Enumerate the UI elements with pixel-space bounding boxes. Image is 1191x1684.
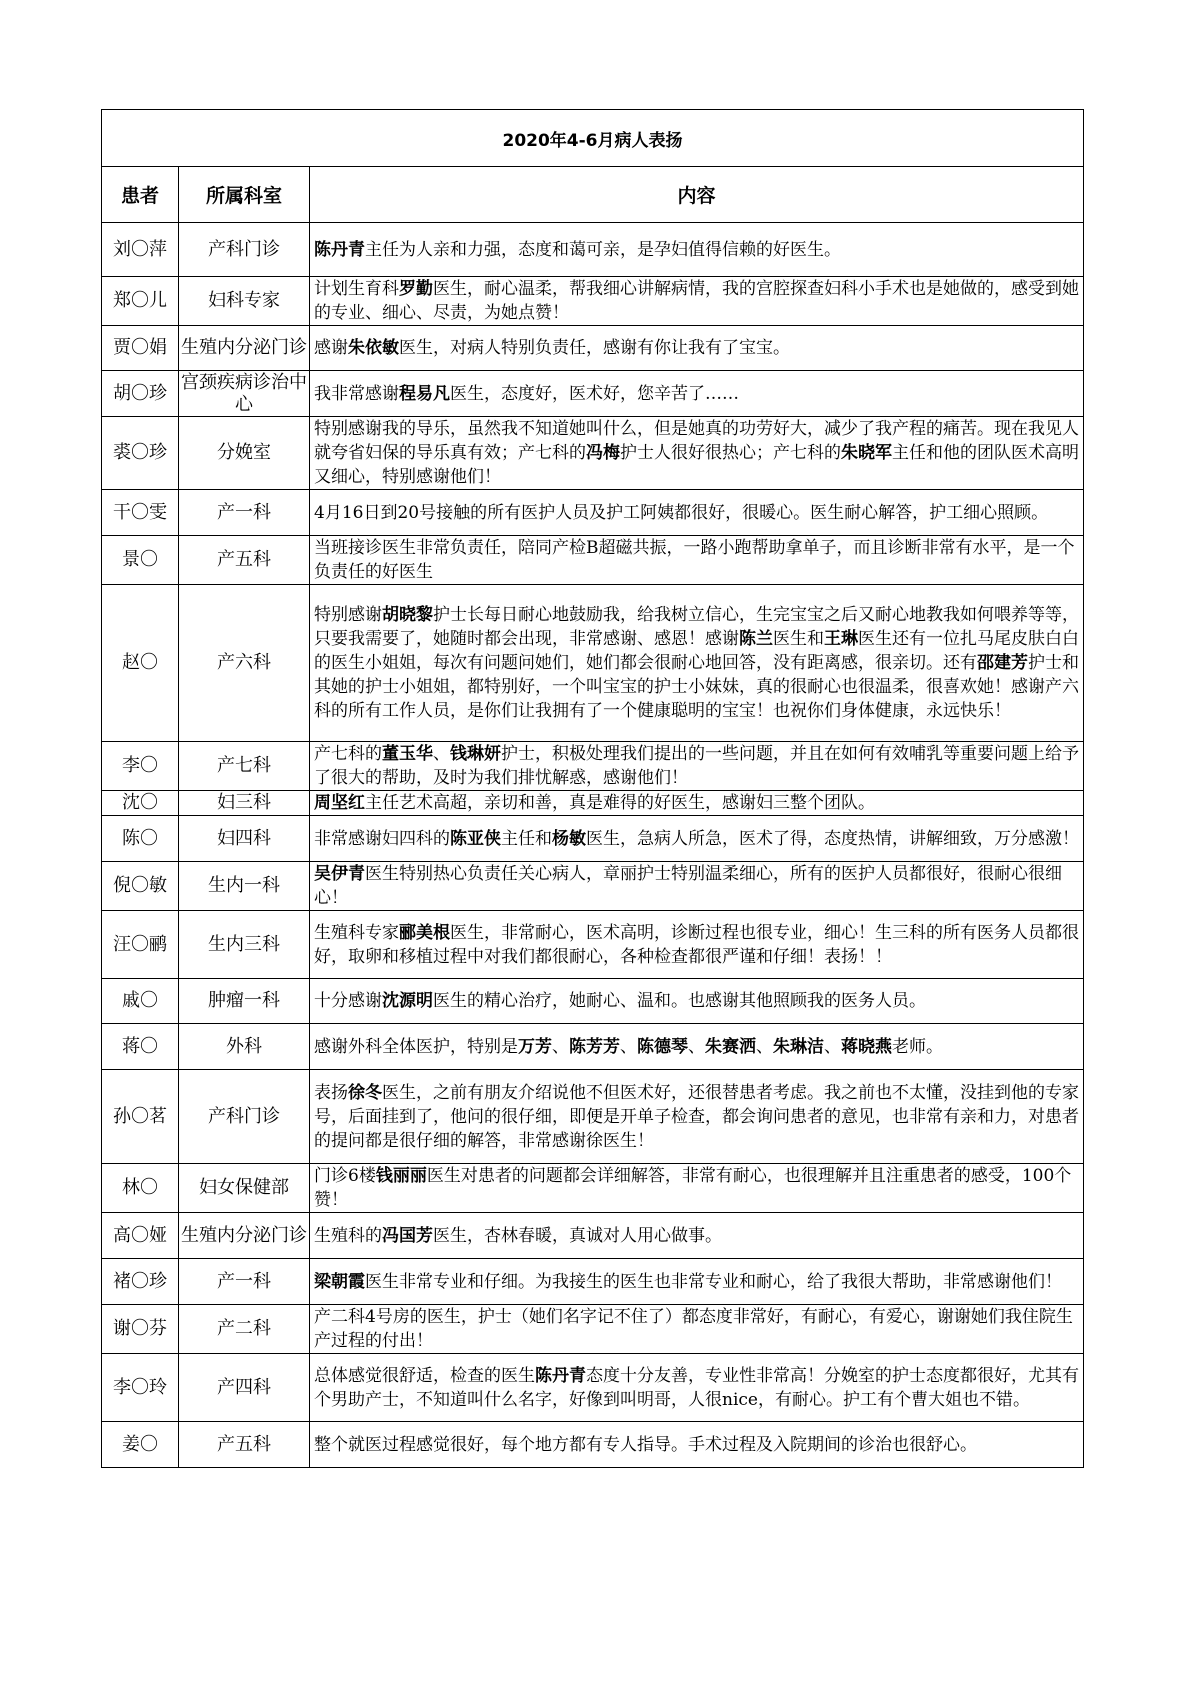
content-text: 医生，态度好，医术好，您辛苦了……	[450, 383, 739, 404]
staff-name: 罗勤	[399, 279, 433, 299]
table-row	[102, 1354, 1084, 1422]
staff-name: 陈兰	[739, 629, 773, 649]
dept-cell: 外科	[179, 1024, 310, 1070]
content-cell	[310, 326, 1084, 371]
dept-cell: 产四科	[179, 1354, 310, 1422]
patient-cell: 蒋〇	[102, 1024, 179, 1070]
content-text: 护士，积极处理我们提出的一些问题，并且在如何有效哺乳等重要问题上给予了很大的帮助，及时为我们排忧解惑，感谢他们！	[314, 744, 1079, 788]
staff-name: 王琳	[824, 629, 858, 649]
staff-name: 程易凡	[399, 383, 450, 404]
staff-name: 沈源明	[382, 991, 433, 1011]
content-text: 护士和其她的护士小姐姐，都特别好，一个叫宝宝的护士小妹妹，真的很耐心也很温柔，很喜欢她！感谢产六科的所有工作人员，是你们让我拥有了一个健康聪明的宝宝！也祝你们身体健康，永远快乐！	[314, 653, 1079, 721]
content-cell	[310, 585, 1084, 742]
table-row	[102, 911, 1084, 979]
staff-name: 胡晓黎	[382, 605, 433, 625]
content-text: 4月16日到20号接触的所有医护人员及护工阿姨都很好，很暖心。医生耐心解答，护工细心照顾。	[314, 502, 1049, 523]
staff-name: 徐冬	[348, 1082, 382, 1103]
content-text: 感谢	[314, 338, 348, 358]
patient-cell: 戚〇	[102, 979, 179, 1024]
content-text: 主任和他的团队医术高明又细心，特别感谢他们！	[314, 443, 1079, 487]
dept-cell: 产二科	[179, 1305, 310, 1354]
dept-cell: 生内三科	[179, 911, 310, 979]
content-cell	[310, 1024, 1084, 1070]
patient-cell: 李〇	[102, 742, 179, 791]
content-cell	[310, 371, 1084, 417]
content-text: 态度十分友善，专业性非常高！分娩室的护士态度都很好，尤其有个男助产士，不知道叫什么名字，好像到叫明哥，人很nice，有耐心。护工有个曹大姐也不错。	[314, 1365, 1079, 1410]
table-title: 2020年4-6月病人表扬	[102, 110, 1084, 167]
content-cell	[310, 1259, 1084, 1305]
patient-cell: 刘〇萍	[102, 223, 179, 277]
dept-cell: 肿瘤一科	[179, 979, 310, 1024]
dept-cell: 生殖内分泌门诊	[179, 1213, 310, 1259]
staff-name: 周坚红	[314, 793, 365, 813]
dept-cell: 产一科	[179, 490, 310, 536]
title-row	[102, 110, 1084, 167]
content-cell	[310, 742, 1084, 791]
patient-cell: 景〇	[102, 536, 179, 585]
content-text: 医生，非常耐心，医术高明，诊断过程也很专业，细心！生三科的所有医务人员都很好，取卵和移植过程中对我们都很耐心，各种检查都很严谨和仔细！表扬！！	[314, 922, 1079, 967]
dept-cell: 产一科	[179, 1259, 310, 1305]
content-text: 医生对患者的问题都会详细解答，非常有耐心，也很理解并且注重患者的感受，100个赞！	[314, 1166, 1072, 1210]
content-text: 我非常感谢	[314, 383, 399, 404]
dept-cell: 产科门诊	[179, 1070, 310, 1164]
table-row	[102, 1259, 1084, 1305]
table-row	[102, 1422, 1084, 1468]
staff-name: 陈丹青	[314, 239, 365, 260]
content-cell	[310, 816, 1084, 862]
content-cell	[310, 1213, 1084, 1259]
content-cell	[310, 277, 1084, 326]
content-text: 整个就医过程感觉很好，每个地方都有专人指导。手术过程及入院期间的诊治也很舒心。	[314, 1434, 977, 1455]
table-row	[102, 1213, 1084, 1259]
content-cell	[310, 223, 1084, 277]
header-patient: 患者	[102, 167, 179, 223]
dept-cell: 分娩室	[179, 417, 310, 490]
dept-cell: 产七科	[179, 742, 310, 791]
content-cell	[310, 911, 1084, 979]
dept-cell: 生殖内分泌门诊	[179, 326, 310, 371]
content-text: 生殖科的	[314, 1225, 382, 1246]
staff-name: 董玉华	[382, 744, 433, 764]
header-dept: 所属科室	[179, 167, 310, 223]
table-row	[102, 979, 1084, 1024]
staff-name: 朱依敏	[348, 338, 399, 358]
dept-cell: 生内一科	[179, 862, 310, 911]
content-text: 、	[688, 1036, 705, 1057]
staff-name: 蒋晓燕	[841, 1036, 892, 1057]
dept-cell: 宫颈疾病诊治中心	[179, 371, 310, 417]
dept-cell: 妇四科	[179, 816, 310, 862]
content-text: 、	[620, 1036, 637, 1057]
content-cell	[310, 791, 1084, 816]
patient-cell: 谢〇芬	[102, 1305, 179, 1354]
patient-cell: 高〇娅	[102, 1213, 179, 1259]
patient-cell: 褚〇珍	[102, 1259, 179, 1305]
content-text: 主任艺术高超，亲切和善，真是难得的好医生，感谢妇三整个团队。	[365, 793, 875, 813]
dept-cell: 妇三科	[179, 791, 310, 816]
content-text: 十分感谢	[314, 991, 382, 1011]
content-text: 、	[433, 744, 450, 764]
content-cell	[310, 536, 1084, 585]
content-text: 计划生育科	[314, 279, 399, 299]
table-row	[102, 791, 1084, 816]
table-row	[102, 371, 1084, 417]
table-row	[102, 1070, 1084, 1164]
content-text: 当班接诊医生非常负责任，陪同产检B超磁共振，一路小跑帮助拿单子，而且诊断非常有水平，是一个负责任的好医生	[314, 538, 1075, 582]
header-content: 内容	[310, 167, 1084, 223]
header-row	[102, 167, 1084, 223]
patient-cell: 赵〇	[102, 585, 179, 742]
content-text: 主任和	[501, 828, 552, 849]
content-text: 医生，耐心温柔，帮我细心讲解病情，我的宫腔探查妇科小手术也是她做的，感受到她的专业、细心、尽责，为她点赞！	[314, 279, 1079, 323]
staff-name: 冯国芳	[382, 1225, 433, 1246]
content-text: 医生和	[773, 629, 824, 649]
content-text: 、	[756, 1036, 773, 1057]
staff-name: 陈亚侠	[450, 828, 501, 849]
content-text: 护士长每日耐心地鼓励我，给我树立信心，生完宝宝之后又耐心地教我如何喂养等等，只要我需要了，她随时都会出现，非常感谢、感恩！感谢	[314, 605, 1079, 649]
content-text: 特别感谢	[314, 605, 382, 625]
dept-cell: 妇女保健部	[179, 1164, 310, 1213]
dept-cell: 产科门诊	[179, 223, 310, 277]
content-text: 生殖科专家	[314, 922, 399, 943]
staff-name: 陈德琴	[637, 1036, 688, 1057]
table-row	[102, 223, 1084, 277]
content-text: 医生的精心治疗，她耐心、温和。也感谢其他照顾我的医务人员。	[433, 991, 926, 1011]
staff-name: 陈芳芳	[569, 1036, 620, 1057]
table-row	[102, 417, 1084, 490]
staff-name: 朱晓军	[841, 443, 892, 463]
content-cell	[310, 1070, 1084, 1164]
content-text: 护士人很好很热心；产七科的	[620, 443, 841, 463]
patient-cell: 裘〇珍	[102, 417, 179, 490]
table-row	[102, 326, 1084, 371]
dept-cell: 产六科	[179, 585, 310, 742]
table-row	[102, 862, 1084, 911]
table-row	[102, 490, 1084, 536]
content-text: 感谢外科全体医护，特别是	[314, 1036, 518, 1057]
table-row	[102, 536, 1084, 585]
table-row	[102, 585, 1084, 742]
table-row	[102, 1164, 1084, 1213]
content-text: 产二科4号房的医生，护士（她们名字记不住了）都态度非常好，有耐心，有爱心，谢谢她们我住院生产过程的付出！	[314, 1307, 1073, 1351]
content-text: 医生，急病人所急，医术了得，态度热情，讲解细致，万分感激！	[586, 828, 1079, 849]
content-text: 表扬	[314, 1082, 348, 1103]
content-text: 医生，之前有朋友介绍说他不但医术好，还很替患者考虑。我之前也不太懂，没挂到他的专家号，后面挂到了，他问的很仔细，即便是开单子检查，都会询问患者的意见，也非常有亲和力，对患者的提问都是很仔细的解答，非常感谢徐医生！	[314, 1082, 1079, 1151]
content-text: 、	[552, 1036, 569, 1057]
staff-name: 万芳	[518, 1036, 552, 1057]
patient-cell: 沈〇	[102, 791, 179, 816]
content-text: 医生，杏林春暖，真诚对人用心做事。	[433, 1225, 722, 1246]
content-cell	[310, 1354, 1084, 1422]
table-row	[102, 277, 1084, 326]
table-row	[102, 816, 1084, 862]
content-cell	[310, 417, 1084, 490]
content-text: 医生，对病人特别负责任，感谢有你让我有了宝宝。	[399, 338, 790, 358]
content-text: 产七科的	[314, 744, 382, 764]
staff-name: 邵建芳	[977, 653, 1028, 673]
content-text: 、	[824, 1036, 841, 1057]
content-text: 特别感谢我的导乐，虽然我不知道她叫什么，但是她真的功劳好大，减少了我产程的痛苦。现在我见人就夸省妇保的导乐真有效；产七科的	[314, 419, 1079, 463]
patient-cell: 郑〇儿	[102, 277, 179, 326]
staff-name: 杨敏	[552, 828, 586, 849]
staff-name: 陈丹青	[535, 1365, 586, 1386]
content-text: 医生还有一位扎马尾皮肤白白的医生小姐姐，每次有问题问她们，她们都会很耐心地回答，没有距离感，很亲切。还有	[314, 629, 1079, 673]
content-cell	[310, 490, 1084, 536]
patient-cell: 姜〇	[102, 1422, 179, 1468]
patient-cell: 孙〇茗	[102, 1070, 179, 1164]
dept-cell: 产五科	[179, 1422, 310, 1468]
content-cell	[310, 1422, 1084, 1468]
content-text: 总体感觉很舒适，检查的医生	[314, 1365, 535, 1386]
praise-table	[101, 109, 1084, 1468]
patient-cell: 干〇雯	[102, 490, 179, 536]
content-text: 非常感谢妇四科的	[314, 828, 450, 849]
patient-cell: 贾〇娟	[102, 326, 179, 371]
table-row	[102, 1305, 1084, 1354]
table-row	[102, 1024, 1084, 1070]
content-cell	[310, 1164, 1084, 1213]
content-cell	[310, 979, 1084, 1024]
dept-cell: 妇科专家	[179, 277, 310, 326]
staff-name: 吴伊青	[314, 864, 365, 884]
patient-cell: 倪〇敏	[102, 862, 179, 911]
content-text: 老师。	[892, 1036, 943, 1057]
content-text: 医生非常专业和仔细。为我接生的医生也非常专业和耐心，给了我很大帮助，非常感谢他们！	[365, 1271, 1062, 1292]
staff-name: 钱琳妍	[450, 744, 501, 764]
staff-name: 梁朝霞	[314, 1271, 365, 1292]
patient-cell: 汪〇鹂	[102, 911, 179, 979]
patient-cell: 胡〇珍	[102, 371, 179, 417]
staff-name: 郦美根	[399, 922, 450, 943]
table-row	[102, 742, 1084, 791]
patient-cell: 陈〇	[102, 816, 179, 862]
content-cell	[310, 1305, 1084, 1354]
staff-name: 朱赛洒	[705, 1036, 756, 1057]
patient-cell: 林〇	[102, 1164, 179, 1213]
content-text: 主任为人亲和力强，态度和蔼可亲，是孕妇值得信赖的好医生。	[365, 239, 841, 260]
staff-name: 钱丽丽	[375, 1166, 427, 1186]
content-text: 门诊6楼	[314, 1166, 376, 1186]
patient-cell: 李〇玲	[102, 1354, 179, 1422]
content-text: 医生特别热心负责任关心病人，章丽护士特别温柔细心，所有的医护人员都很好，很耐心很细心！	[314, 864, 1062, 908]
dept-cell: 产五科	[179, 536, 310, 585]
staff-name: 冯梅	[586, 443, 620, 463]
staff-name: 朱琳洁	[773, 1036, 824, 1057]
content-cell	[310, 862, 1084, 911]
